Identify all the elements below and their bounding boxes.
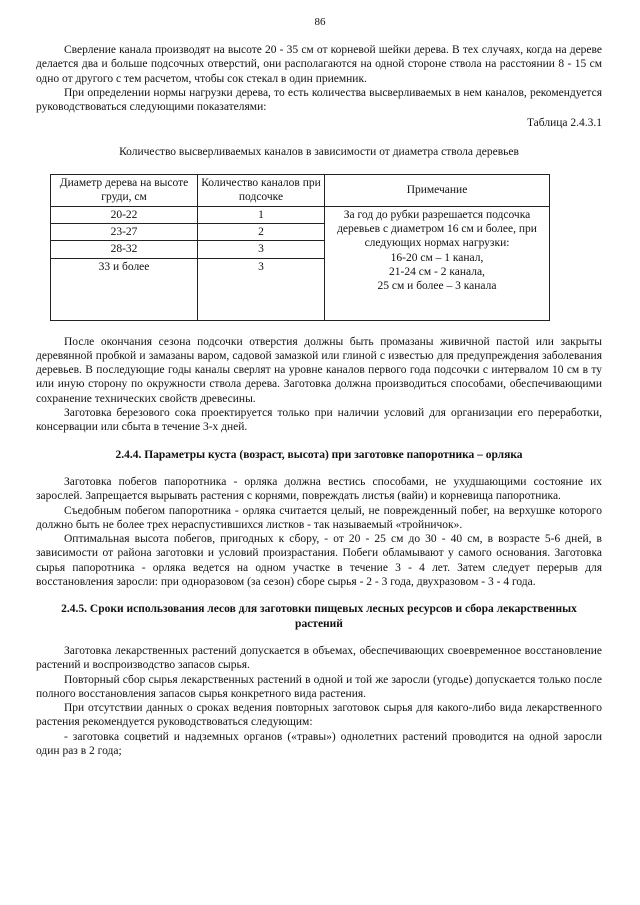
table-row xyxy=(51,206,550,223)
paragraph: Заготовка побегов папоротника - орляка должна вестись способами, не ухудшающими состояние их зарослей. Запрещается вырывать растения с корнями, повреждать листья (вайи) и корневища папоротника. xyxy=(36,475,602,503)
section-heading-2-4-5: 2.4.5. Сроки использования лесов для заготовки пищевых лесных ресурсов и сбора лекарственных растений xyxy=(61,603,577,630)
section-heading-2-4-4: 2.4.4. Параметры куста (возраст, высота) при заготовке папоротника – орляка xyxy=(115,448,523,461)
cell-diameter: 23-27 xyxy=(51,223,198,240)
note-line: 16-20 см – 1 канал, xyxy=(390,251,484,264)
page-content xyxy=(36,43,602,758)
paragraph: Съедобным побегом папоротника - орляка считается целый, не поврежденный побег, на верхушке которого должно быть не более трех нераспустившихся листков - так называемый «тройничок». xyxy=(36,504,602,531)
paragraph: Оптимальная высота побегов, пригодных к сбору, - от 20 - 25 см до 30 - 40 см, в возрасте 5-6 дней, в зависимости от района заготовки и условий произрастания. Побеги обламывают у самого основания. Заготовка сырья папоротника - орляка ведется на одном участке в течение 3 - 4 лет. Затем следует перерыв для восстановления заросли: при одноразовом (за сезон) сборе сырья - 2 - 3 года, двухразовом - 3 - 4 года. xyxy=(36,533,602,589)
table-header-row xyxy=(51,175,550,207)
header-diameter: Диаметр дерева на высоте груди, см xyxy=(51,175,198,207)
cell-diameter: 33 и более xyxy=(51,258,198,320)
cell-count: 3 xyxy=(198,241,325,258)
paragraph: Сверление канала производят на высоте 20 - 35 см от корневой шейки дерева. В тех случаях, когда на дереве делается два и больше подсочных отверстий, они располагаются на одной стороне ствола на расстоянии 8 - 15 см одно от другого с тем расчетом, чтобы сок стекал в один приемник. xyxy=(36,44,602,85)
paragraph: После окончания сезона подсочки отверстия должны быть промазаны живичной пастой или закрыты деревянной пробкой и замазаны варом, садовой замазкой или глиной с известью для предупреждения заболевания деревьев. В последующие годы каналы сверлят на уровне каналов первого года подсочки с интервалом 10 см в ту или иную сторону по окружности ствола дерева. Заготовка должна производиться способами, обеспечивающими сохранение технических свойств древесины. xyxy=(36,335,602,405)
cell-diameter: 28-32 xyxy=(51,241,198,258)
channels-table xyxy=(50,174,550,320)
paragraph: Заготовка березового сока проектируется только при наличии условий для организации его переработки, консервации или сбыта в течение 3-х дней. xyxy=(36,407,602,434)
cell-count: 2 xyxy=(198,223,325,240)
page-number: 86 xyxy=(314,16,326,28)
paragraph: - заготовка соцветий и надземных органов («травы») однолетних растений проводится на одной заросли один раз в 2 года; xyxy=(36,730,602,757)
note-line: За год до рубки разрешается подсочка деревьев с диаметром 16 см и более, при следующих нормах нагрузки: xyxy=(337,208,537,250)
paragraph: При отсутствии данных о сроках ведения повторных заготовок сырья для какого-либо вида лекарственного растения рекомендуется руководствоваться следующим: xyxy=(36,702,602,729)
table-reference: Таблица 2.4.3.1 xyxy=(526,117,602,130)
note-line: 25 см и более – 3 канала xyxy=(377,280,497,293)
cell-diameter: 20-22 xyxy=(51,206,198,223)
note-line: 21-24 см - 2 канала, xyxy=(389,265,485,278)
cell-count: 1 xyxy=(198,206,325,223)
header-count: Количество каналов при подсочке xyxy=(198,175,325,207)
paragraph: При определении нормы нагрузки дерева, то есть количества высверливаемых в нем каналов, рекомендуется руководствоваться следующими показателями: xyxy=(36,86,602,114)
paragraph: Заготовка лекарственных растений допускается в объемах, обеспечивающих своевременное восстановление растений и воспроизводство запасов сырья. xyxy=(36,644,602,672)
cell-note xyxy=(325,206,550,320)
table-caption: Количество высверливаемых каналов в зависимости от диаметра ствола деревьев xyxy=(119,145,519,158)
cell-count: 3 xyxy=(198,258,325,320)
paragraph: Повторный сбор сырья лекарственных растений в одной и той же заросли (угодье) допускается только после полного восстановления запасов сырья конкретного вида растения. xyxy=(36,673,602,700)
header-note: Примечание xyxy=(325,175,550,207)
